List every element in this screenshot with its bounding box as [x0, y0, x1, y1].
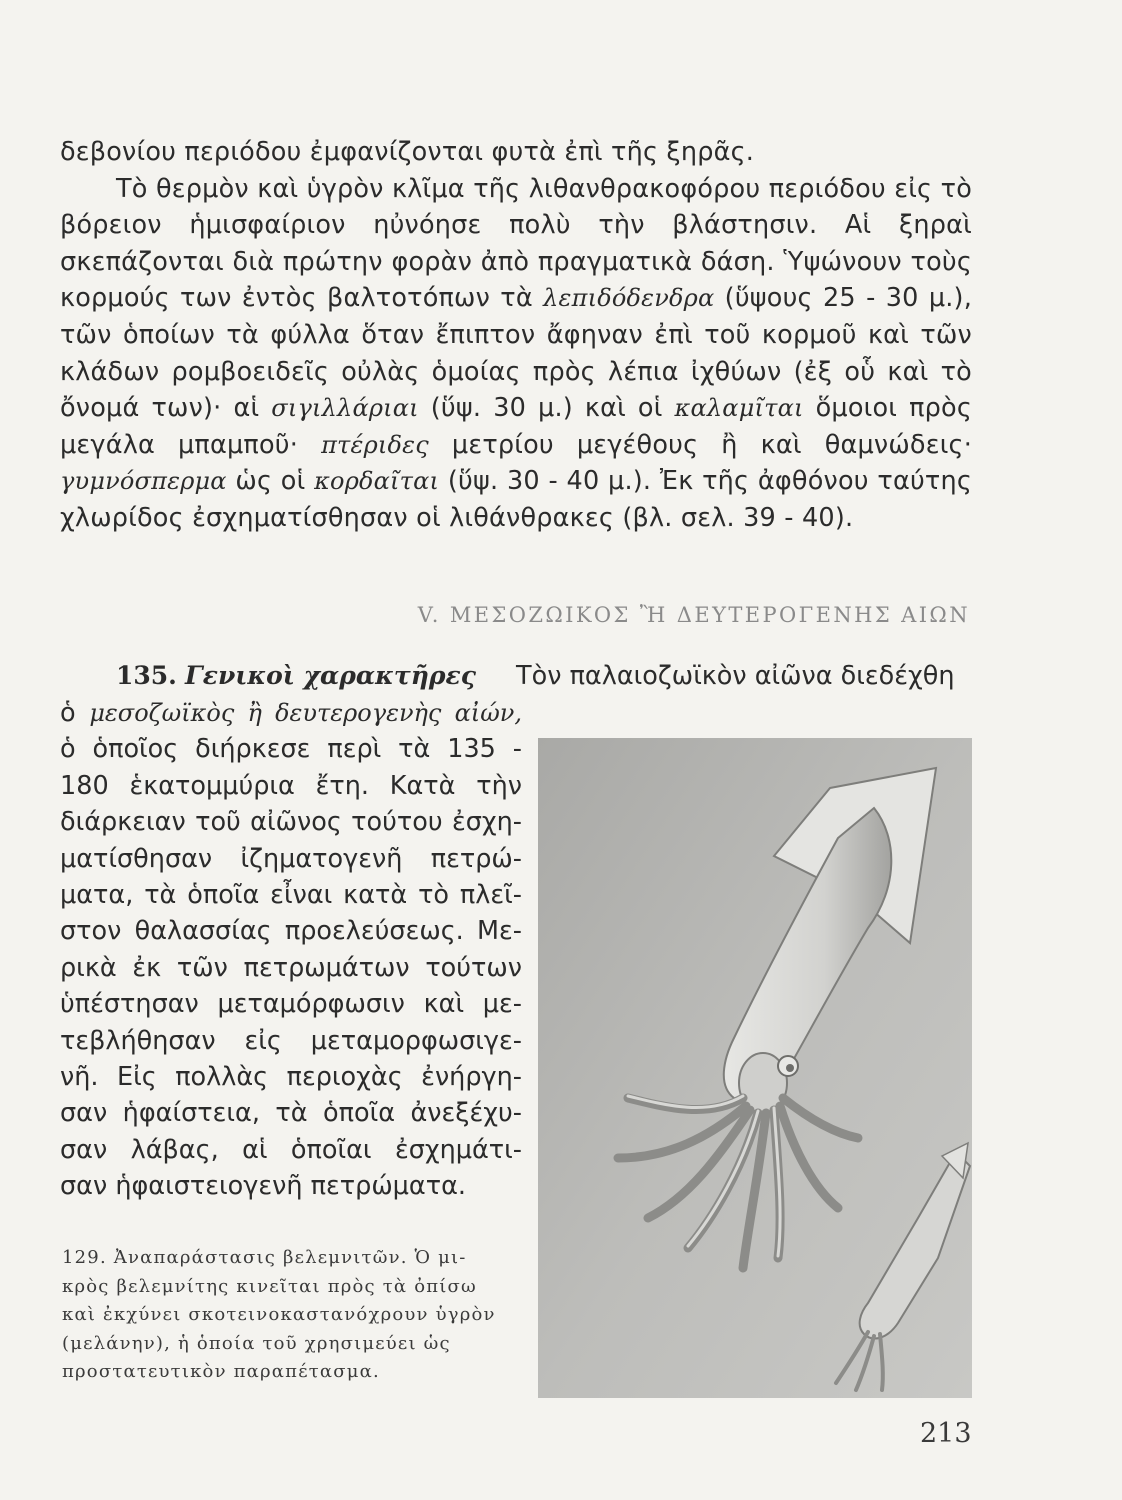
body-line: ματίσθησαν ἰζηματογενῆ πετρώ- — [60, 843, 522, 874]
body-line: ματα, τὰ ὁποῖα εἶναι κατὰ τὸ πλεῖ- — [60, 880, 522, 911]
caption-line: καὶ ἐκχύνει σκοτεινοκαστανόχρουν ὑγρὸν — [62, 1304, 496, 1326]
term-mesozoic: μεσοζωϊκὸς ἢ δευτερογενὴς αἰών, — [89, 699, 522, 727]
intro-paragraph — [60, 134, 972, 537]
body-line: ὁ ὁποῖος διήρκεσε περὶ τὰ 135 - — [60, 734, 522, 765]
caption-line: 129. Ἀναπαράστασις βελεμνιτῶν. Ὁ μι- — [62, 1247, 467, 1268]
body-line: ρικὰ ἐκ τῶν πετρωμάτων τούτων — [60, 952, 522, 983]
body-line: ὁ μεσοζωϊκὸς ἢ δευτερογενὴς αἰών, — [60, 698, 522, 728]
body-line: 180 ἑκατομμύρια ἔτη. Κατὰ τὴν — [60, 770, 522, 801]
body-line: διάρκειαν τοῦ αἰῶνος τούτου ἐσχη- — [60, 807, 522, 838]
paragraph-number: 135. — [116, 661, 177, 690]
intro-text-e: μετρίου μεγέθους ἢ καὶ θαμνώδεις· — [451, 429, 973, 460]
paragraph-title: Γενικοὶ χαρακτῆρες — [185, 661, 476, 690]
body-line: σαν λάβας, αἱ ὁποῖαι ἐσχημάτι- — [60, 1134, 522, 1165]
term-sigillariai: σιγιλλάριαι — [271, 394, 419, 423]
intro-text-a: Τὸ θερμὸν καὶ ὑγρὸν κλῖμα τῆς λιθανθρακοφόρου περιόδου εἰς τὸ βόρειον ἡμισφαίριον ηὐνόησε πολὺ τὴν βλάστησιν. Αἱ ξηραὶ σκεπάζονται διὰ πρώτην φορὰν ἀπὸ πραγματικὰ δάση. Ὑψώνουν τοὺς κορμούς των ἐντὸς βαλτοτόπων τὰ — [60, 173, 972, 314]
paragraph-heading — [60, 658, 972, 695]
intro-text-b: (ὕψους 25 - 30 μ.), τῶν ὁποίων τὰ φύλλα ὅταν ἔπιπτον ἄφηναν ἐπὶ τοῦ κορμοῦ καὶ τῶν κλάδων ρομβοειδεῖς οὐλὰς ὁμοίας πρὸς λέπια ἰχθύων (ἐξ οὗ καὶ τὸ ὄνομά των)· αἱ — [60, 283, 973, 424]
intro-text-c: (ὕψ. 30 μ.) καὶ οἱ — [430, 393, 663, 424]
intro-text-g: (ὕψ. 30 - 40 μ.). Ἐκ τῆς ἀφθόνου ταύτης χλωρίδος ἐσχηματίσθησαν οἱ λιθάνθρακες (βλ. σελ. 39 - 40). — [60, 466, 972, 533]
paragraph-lead: Τὸν παλαιοζωϊκὸν αἰῶνα διεδέχθη — [516, 661, 955, 691]
caption-line: (μελάνην), ἡ ὁποία τοῦ χρησιμεύει ὡς — [62, 1332, 451, 1354]
intro-text-d: ὅμοιοι πρὸς μεγάλα μπαμποῦ· — [60, 393, 972, 460]
caption-line: κρὸς βελεμνίτης κινεῖται πρὸς τὰ ὀπίσω — [62, 1275, 477, 1297]
body-line: σαν ἡφαίστεια, τὰ ὁποῖα ἀνεξέχυ- — [60, 1098, 522, 1129]
caption-line: προστατευτικὸν παραπέτασμα. — [62, 1361, 380, 1383]
belemnite-drawing — [538, 738, 972, 1398]
term-gymnosperma: γυμνόσπερμα — [60, 467, 227, 496]
belemnite-illustration — [538, 738, 972, 1398]
body-line: τεβλήθησαν εἰς μεταμορφωσιγε- — [60, 1025, 522, 1056]
page-number: 213 — [920, 1418, 972, 1449]
figure-caption — [62, 1244, 520, 1387]
term-pterides: πτέριδες — [321, 430, 429, 459]
term-kalamitai: καλαμῖται — [674, 394, 804, 423]
body-line: στον θαλασσίας προελεύσεως. Με- — [60, 916, 522, 947]
intro-text-f: ὡς οἱ — [235, 466, 306, 497]
body-line: ὑπέστησαν μεταμόρφωσιν καὶ με- — [60, 989, 522, 1020]
term-lepidodendra: λεπιδόδενδρα — [543, 284, 715, 313]
body-line: σαν ἡφαιστειογενῆ πετρώματα. — [60, 1171, 466, 1202]
term-kordaitai: κορδαῖται — [314, 467, 440, 496]
body-line: νῆ. Εἰς πολλὰς περιοχὰς ἐνήργη- — [60, 1062, 522, 1093]
intro-line-1: δεβονίου περιόδου ἐμφανίζονται φυτὰ ἐπὶ τῆς ξηρᾶς. — [60, 137, 755, 167]
section-title: V. ΜΕΣΟΖΩΙΚΟΣ Ἢ ΔΕΥΤΕΡΟΓΕΝΗΣ ΑΙΩΝ — [417, 603, 970, 627]
paragraph-body — [60, 695, 522, 1205]
